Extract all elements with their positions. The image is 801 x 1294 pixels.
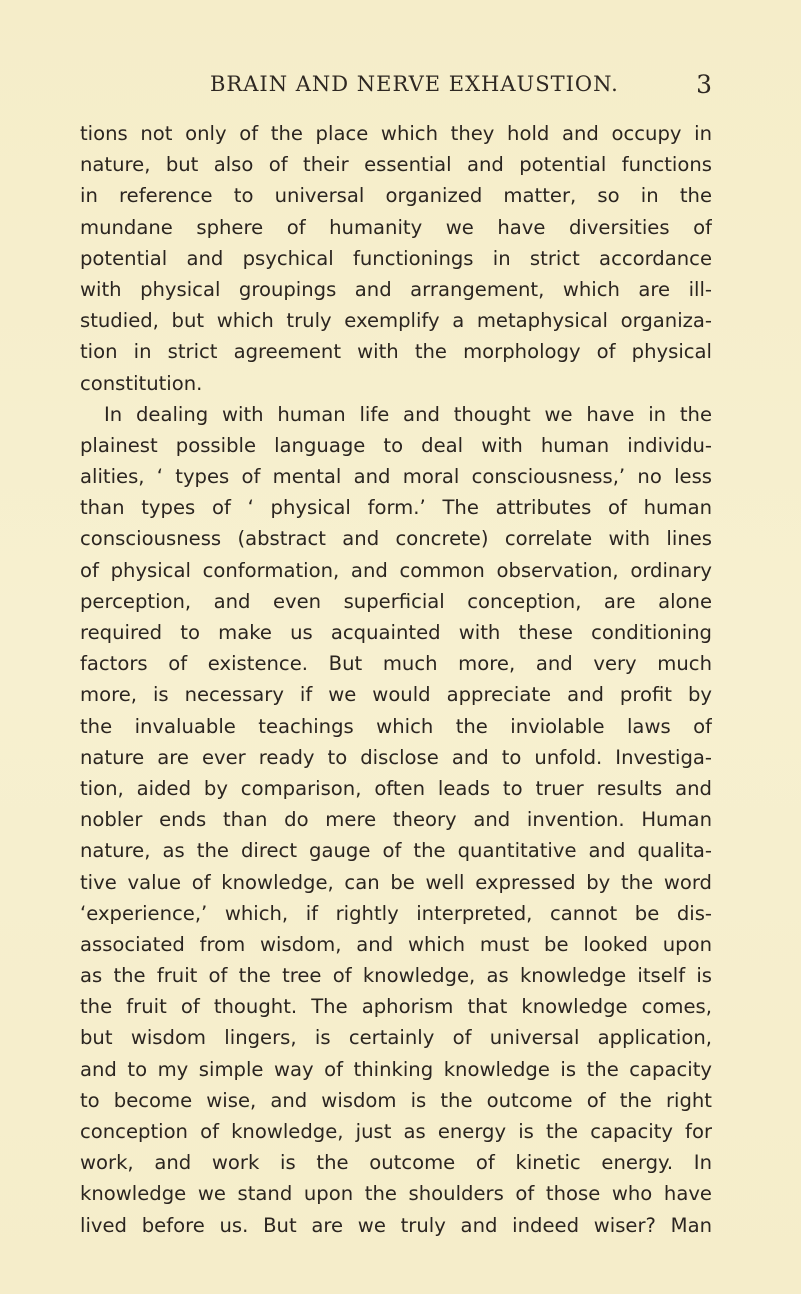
text-line: with physical groupings and arrangement, which are ill- — [80, 277, 712, 301]
text-line: to become wise, and wisdom is the outcome of the right — [80, 1088, 712, 1112]
text-line: nature, but also of their essential and potential functions — [80, 153, 712, 177]
text-line: in reference to universal organized matter, so in the — [80, 184, 712, 208]
page-header — [80, 72, 712, 106]
text-line: factors of existence. But much more, and very much — [80, 652, 712, 676]
text-line: lived before us. But are we truly and indeed wiser? Man — [80, 1213, 712, 1237]
text-line: plainest possible language to deal with human individu- — [80, 433, 712, 457]
text-line: In dealing with human life and thought we have in the — [104, 402, 712, 426]
text-line: tive value of knowledge, can be well expressed by the word — [80, 870, 712, 894]
text-line: more, is necessary if we would appreciate and profit by — [80, 683, 712, 707]
text-line: tion in strict agreement with the morphology of physical — [80, 340, 712, 364]
text-line: as the fruit of the tree of knowledge, as knowledge itself is — [80, 964, 712, 988]
text-line: tions not only of the place which they hold and occupy in — [80, 122, 712, 145]
running-head: BRAIN AND NERVE EXHAUSTION. — [210, 72, 619, 96]
text-line: and to my simple way of thinking knowledge is the capacity — [80, 1057, 712, 1081]
text-line: of physical conformation, and common observation, ordinary — [80, 558, 712, 582]
text-line: perception, and even superficial conception, are alone — [80, 589, 712, 613]
text-line: alities, ‘ types of mental and moral consciousness,’ no less — [80, 465, 712, 489]
text-line: tion, aided by comparison, often leads to truer results and — [80, 776, 712, 800]
text-line: required to make us acquainted with these conditioning — [80, 621, 712, 644]
text-line: potential and psychical functionings in strict accordance — [80, 246, 712, 270]
text-line: the fruit of thought. The aphorism that knowledge comes, — [80, 995, 712, 1019]
text-line: work, and work is the outcome of kinetic energy. In — [80, 1151, 712, 1175]
text-line: the invaluable teachings which the inviolable laws of — [80, 714, 712, 738]
text-line: mundane sphere of humanity we have diversities of — [80, 215, 712, 239]
text-line: nobler ends than do mere theory and invention. Human — [80, 808, 712, 832]
text-line: studied, but which truly exemplify a metaphysical organiza- — [80, 309, 712, 333]
text-line: consciousness (abstract and concrete) correlate with lines — [80, 527, 712, 551]
text-line: associated from wisdom, and which must be looked upon — [80, 932, 712, 956]
text-line: knowledge we stand upon the shoulders of those who have — [80, 1182, 712, 1206]
text-line: constitution. — [80, 371, 203, 395]
text-line: nature are ever ready to disclose and to unfold. Investiga- — [80, 745, 712, 769]
text-line: but wisdom lingers, is certainly of universal application, — [80, 1026, 712, 1050]
text-line: conception of knowledge, just as energy is the capacity for — [80, 1120, 712, 1143]
text-line: than types of ‘ physical form.’ The attributes of human — [80, 496, 712, 520]
page-number: 3 — [696, 70, 712, 99]
body-text — [80, 118, 712, 1241]
text-line: nature, as the direct gauge of the quantitative and qualita- — [80, 839, 712, 863]
text-line: ‘experience,’ which, if rightly interpreted, cannot be dis- — [80, 901, 712, 925]
